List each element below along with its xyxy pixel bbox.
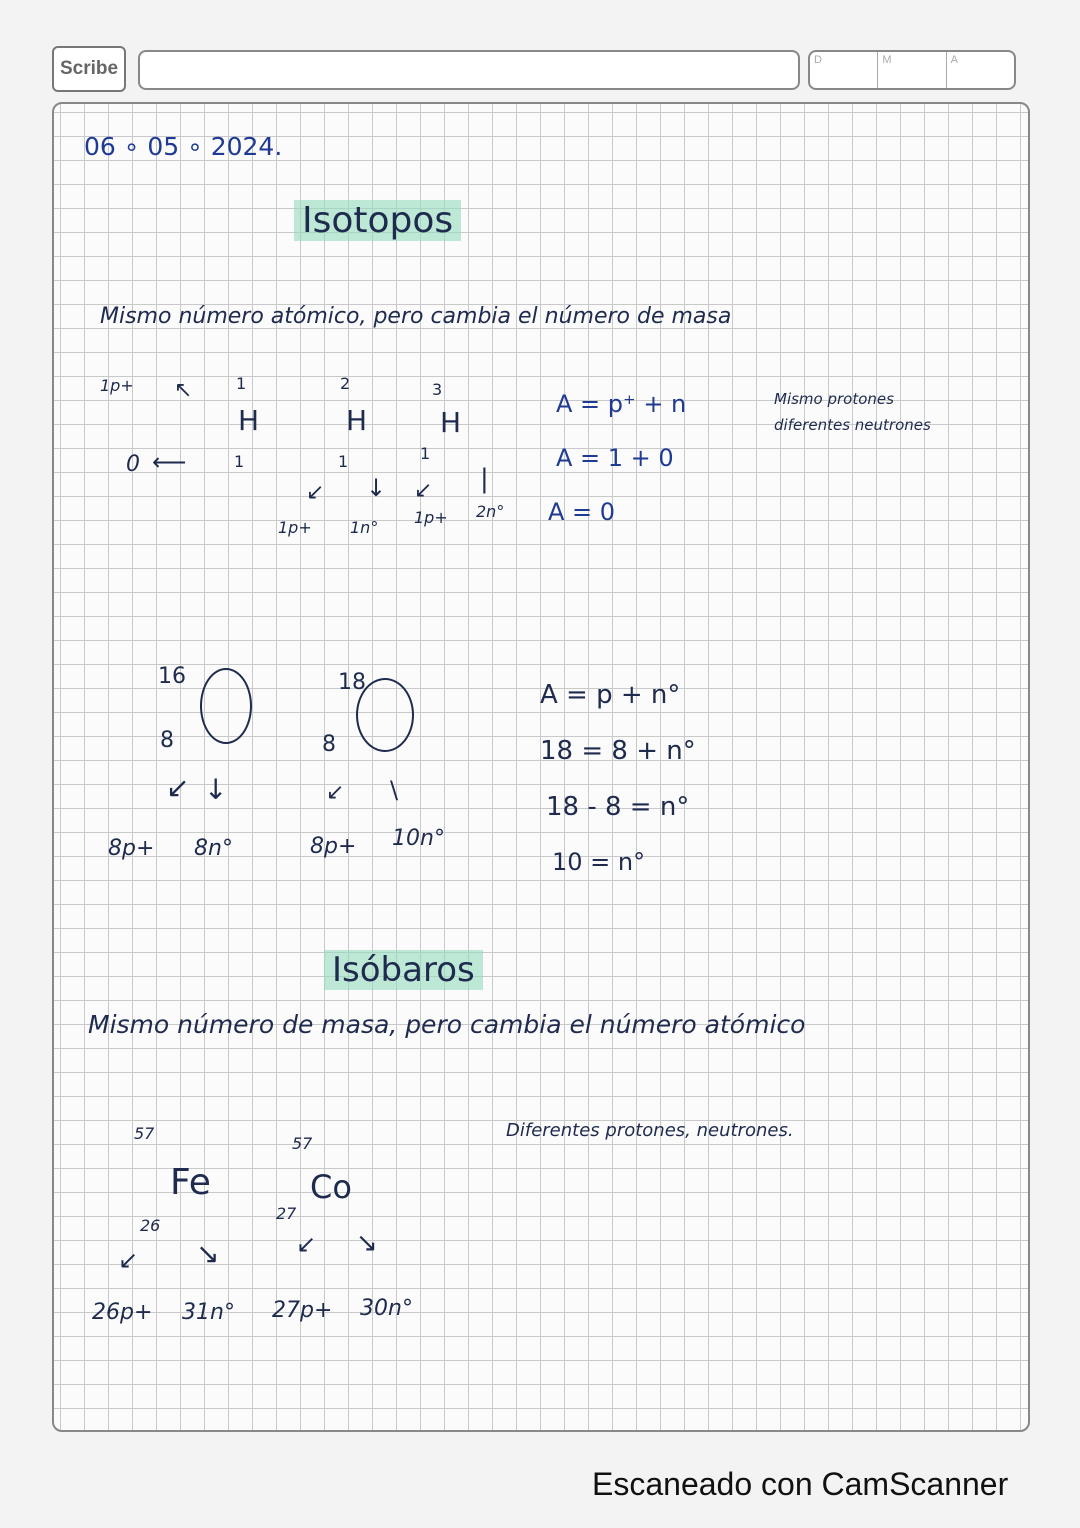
o18-proton-arrow-icon: ↙ <box>326 780 345 805</box>
h3-neutron-line-icon: | <box>480 464 489 494</box>
note-date: 06 ∘ 05 ∘ 2024. <box>84 132 283 161</box>
o16-protons: 8p+ <box>108 836 155 861</box>
co-symbol: Co <box>310 1168 352 1206</box>
grid-sheet <box>52 102 1030 1432</box>
o18-atomic: 8 <box>322 732 336 757</box>
h-breakdown-4: 2n° <box>476 502 505 521</box>
formula-line-3: A = 0 <box>548 498 616 526</box>
o18-neutron-line-icon: \ <box>390 776 399 804</box>
o16-symbol-circle <box>200 668 252 744</box>
o18-neutrons: 10n° <box>392 826 445 851</box>
scribe-logo: Scribe <box>52 46 126 92</box>
h3-symbol: H <box>440 406 462 439</box>
o18-protons: 8p+ <box>310 834 357 859</box>
formula-line-2: A = 1 + 0 <box>556 444 674 472</box>
h3-proton-arrow-icon: ↙ <box>414 478 433 503</box>
fe-neutrons: 31n° <box>182 1300 235 1325</box>
o16-neutron-arrow-icon: ↓ <box>204 773 228 806</box>
isobaros-note: Diferentes protones, neutrones. <box>506 1120 794 1141</box>
formula-line-1: A = p⁺ + n <box>556 390 687 418</box>
o18-mass: 18 <box>338 670 366 695</box>
pointer-arrow-icon: ↖ <box>174 378 193 403</box>
fe-atomic: 26 <box>140 1216 161 1235</box>
o18-symbol-circle <box>356 678 414 752</box>
date-cell-year: A <box>950 54 958 66</box>
oxygen-calc-3: 18 - 8 = n° <box>546 792 690 822</box>
isobaros-definition: Mismo número de masa, pero cambia el número atómico <box>88 1010 806 1039</box>
h3-atomic: 1 <box>420 444 431 463</box>
pointer-left-arrow-icon: ⟵ <box>152 448 187 476</box>
h-breakdown-3: 1p+ <box>414 508 448 527</box>
co-neutrons: 30n° <box>360 1296 413 1321</box>
h2-mass: 2 <box>340 374 351 393</box>
h2-neutron-arrow-icon: ↓ <box>366 474 387 502</box>
h2-proton-arrow-icon: ↙ <box>306 480 325 505</box>
scanner-watermark: Escaneado con CamScanner <box>592 1466 1009 1502</box>
date-cell-day: D <box>810 52 878 88</box>
isobaros-title: Isóbaros <box>324 950 483 990</box>
fe-proton-arrow-icon: ↙ <box>118 1246 139 1274</box>
co-protons: 27p+ <box>272 1298 333 1323</box>
oxygen-calc-1: A = p + n° <box>540 680 681 710</box>
fe-protons: 26p+ <box>92 1300 153 1325</box>
fe-symbol: Fe <box>170 1162 211 1203</box>
fe-mass: 57 <box>134 1124 155 1143</box>
h2-atomic: 1 <box>338 452 349 471</box>
oxygen-calc-2: 18 = 8 + n° <box>540 736 696 766</box>
fe-neutron-arrow-icon: ↘ <box>196 1237 220 1270</box>
header-title-field <box>138 50 800 90</box>
pointer-proton-label: 1p+ <box>100 376 134 395</box>
h-breakdown-2: 1n° <box>350 518 379 537</box>
isotopos-title: Isotopos <box>294 200 461 241</box>
o16-mass: 16 <box>158 664 186 689</box>
o16-proton-arrow-icon: ↙ <box>166 771 190 804</box>
co-neutron-arrow-icon: ↘ <box>356 1228 378 1258</box>
header-date-box <box>808 50 1016 90</box>
h2-symbol: H <box>346 404 368 437</box>
date-cell-month: M <box>878 52 946 88</box>
note-same-protons: Mismo protones <box>774 390 894 408</box>
h-breakdown-1: 1p+ <box>278 518 312 537</box>
note-different-neutrons: diferentes neutrones <box>774 416 931 434</box>
h1-symbol: H <box>238 404 260 437</box>
o16-atomic: 8 <box>160 728 174 753</box>
co-atomic: 27 <box>276 1204 297 1223</box>
h1-mass: 1 <box>236 374 247 393</box>
h1-atomic: 1 <box>234 452 245 471</box>
pointer-neutron-label: 0 <box>126 452 140 477</box>
o16-neutrons: 8n° <box>194 836 233 861</box>
isotopos-definition: Mismo número atómico, pero cambia el número de masa <box>100 304 732 329</box>
co-mass: 57 <box>292 1134 313 1153</box>
oxygen-calc-4: 10 = n° <box>552 848 646 876</box>
h3-mass: 3 <box>432 380 443 399</box>
co-proton-arrow-icon: ↙ <box>296 1230 317 1258</box>
